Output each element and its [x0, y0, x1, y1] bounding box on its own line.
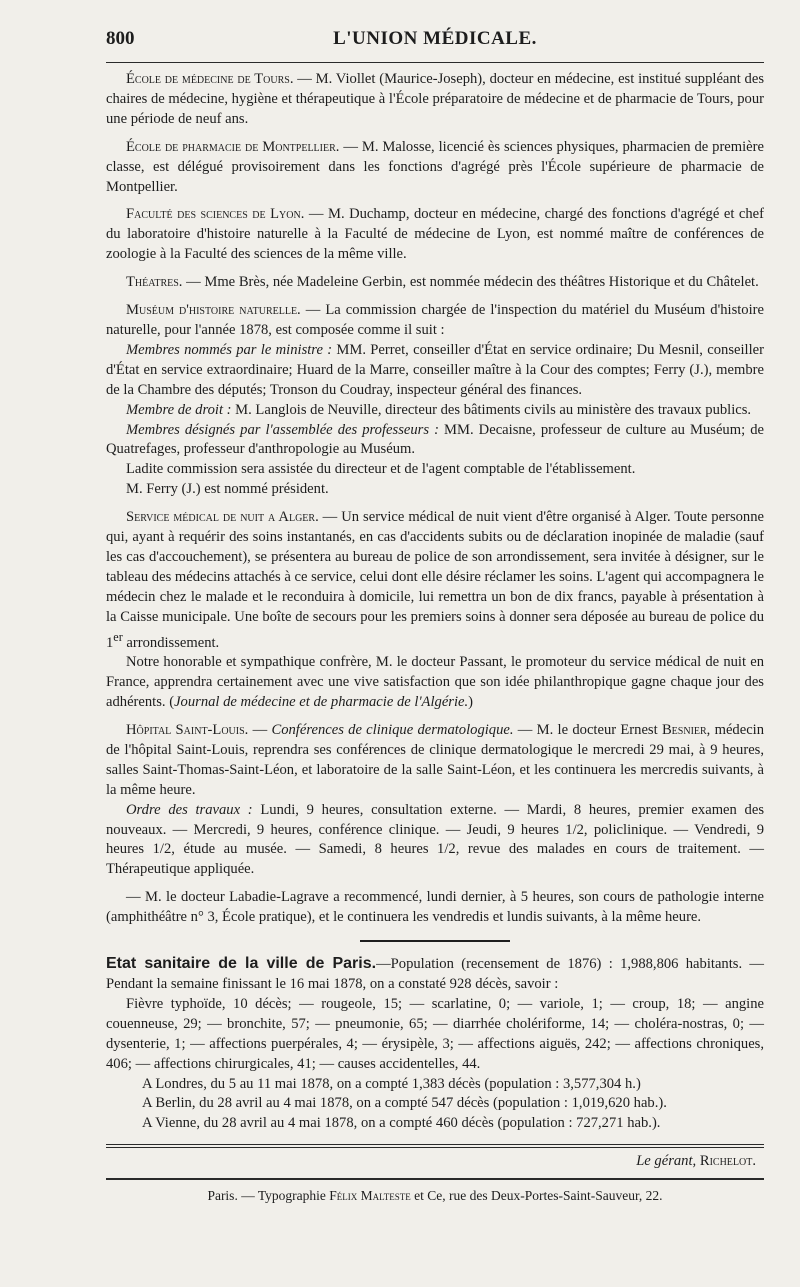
imprint-text: Paris. — Typographie — [207, 1188, 330, 1204]
article-body: — Mme Brès, née Madeleine Gerbin, est nommée médecin des théâtres Historique et du Châtelet. — [182, 274, 759, 291]
museum-closing-1: Ladite commission sera assistée du directeur et de l'agent comptable de l'établissement. — [126, 461, 636, 478]
members-text: MM. Perret, conseiller d'État en service ordinaire; Du Mesnil, conseiller d'État en service extraordinaire; Huard de la Marre, conseiller maître à la Cour des comptes; Ferry (J.), membre de la Chambre des députés; Tronson du Coudray, inspecteur général des finances. — [106, 341, 764, 398]
superscript: er — [113, 629, 123, 644]
hopital-order — [106, 801, 764, 881]
members-text: M. Langlois de Neuville, directeur des bâtiments civils au ministère des travaux publics. — [231, 401, 752, 418]
article-body: — M. Viollet (Maurice-Joseph), docteur en médecine, est institué suppléant des chaires de médecine, hygiène et thérapeutique à l'École préparatoire de médecine et de pharmacie de Tours, pour une période de neuf ans. — [106, 71, 764, 127]
conference-title: Conférences de clinique dermatologique. — [271, 722, 514, 739]
article-heading: École de médecine de Tours. — [126, 71, 294, 87]
header-rule — [106, 62, 764, 63]
footer-rule — [106, 1178, 764, 1180]
imprint-text: et Ce, rue des Deux-Portes-Saint-Sauveur, 22. — [410, 1188, 663, 1204]
article-body: , médecin de l'hôpital Saint-Louis, reprendra ses conférences de clinique dermatologique le mercredi 29 mai, à 9 heures, salles Saint-Thomas-Saint-Léon, et laboratoire de la salle Saint-Léon, et les continuera les mercredis suivants, à la même heure. — [106, 722, 765, 798]
article-heading: Service médical de nuit a Alger. — [126, 509, 319, 526]
members-text: MM. Decaisne, professeur de culture au Muséum; de Quatrefages, professeur d'anthropologie au Muséum. — [106, 421, 764, 458]
doctor-name: Besnier — [661, 722, 707, 739]
gerant-label: Le gérant, — [636, 1153, 697, 1170]
page-header — [106, 24, 764, 54]
page-content — [106, 70, 764, 1206]
article-heading: Hôpital Saint-Louis. — [126, 722, 249, 739]
stat-intro-text: —Population (recensement de 1876) : 1,988,806 habitants. — Pendant la semaine finissant le 16 mai 1878, on a constaté 928 décès, savoir : — [106, 956, 764, 993]
article-body: — M. le docteur Ernest — [513, 722, 662, 739]
article-body: — M. Malosse, licencié ès sciences physiques, pharmacien de première classe, est délégué provisoirement dans les fonctions d'agrégé près l'École supérieure de pharmacie de Montpellier. — [106, 138, 764, 195]
article-pharmacie-montpellier — [106, 138, 764, 198]
article-body: — La commission chargée de l'inspection du matériel du Muséum d'histoire naturelle, pour l'année 1878, est composée comme il suit : — [106, 302, 764, 338]
museum-members-professeurs — [106, 421, 764, 461]
stat-intro — [106, 954, 764, 995]
museum-closing-2: M. Ferry (J.) est nommé président. — [126, 481, 329, 498]
comment-text: Notre honorable et sympathique confrère, M. le docteur Passant, le promoteur du service médical de nuit en France, apprendra certainement avec une vive satisfaction que son idée philanthropique gagne chaque jour des adhérents. ( — [106, 654, 764, 711]
article-heading: Muséum d'histoire naturelle. — [126, 302, 301, 319]
double-rule — [106, 1144, 764, 1148]
members-label: Membre de droit : — [126, 401, 232, 418]
article-theatres — [106, 273, 764, 293]
etat-sanitaire — [106, 954, 764, 1134]
article-museum — [106, 301, 764, 341]
article-body: — Un service médical de nuit vient d'être organisé à Alger. Toute personne qui, ayant à requérir des soins instantanés, en cas d'accidents subits ou de déclaration inopinée de maladie (sauf les cas d'accouchement), se présentera au bureau de police de son arrondissement, sera invitée à désigner, sur le tableau des médecins attachés à ce service, celui dont elle désire réclamer les soins. L'agent qui accompagnera le médecin chez le malade et le reconduira à domicile, lui remettra un bon de dix francs, payable à présentation à la Caisse municipale. Une boîte de secours pour les premiers soins à donner sera déposée au bureau de police du 1 — [106, 509, 764, 651]
article-body: arrondissement. — [122, 634, 220, 651]
page-number: 800 — [106, 28, 135, 49]
stat-title: Etat sanitaire de la ville de Paris. — [106, 955, 377, 973]
gerant-signature — [106, 1152, 764, 1172]
members-label: Membres désignés par l'assemblée des professeurs : — [126, 421, 439, 438]
stat-berlin: A Berlin, du 28 avril au 4 mai 1878, on a compté 547 décès (population : 1,019,620 hab.). — [142, 1095, 667, 1112]
museum-member-droit — [106, 401, 764, 421]
article-service-alger — [106, 508, 764, 653]
order-text: Lundi, 9 heures, consultation externe. — Mardi, 8 heures, premier examen des nouveaux. — Mercredi, 9 heures, conférence clinique. — Jeudi, 9 heures 1/2, policlinique. — Vendredi, 9 heures 1/2, étude au musée. — Samedi, 8 heures 1/2, revue des malades en cours de traitement. — Thérapeutique appliquée. — [106, 801, 764, 878]
imprint — [106, 1186, 764, 1206]
service-alger-comment — [106, 653, 764, 713]
article-heading: Théatres. — [126, 274, 183, 291]
article-faculte-lyon — [106, 205, 764, 265]
printer-name: Félix Malteste — [329, 1188, 411, 1204]
museum-members-ministre — [106, 341, 764, 401]
article-hopital-saint-louis — [106, 721, 764, 801]
comment-end: ) — [468, 694, 474, 711]
journal-title: L'UNION MÉDICALE. — [333, 28, 537, 49]
section-rule — [360, 940, 510, 942]
stat-vienna: A Vienne, du 28 avril au 4 mai 1878, on a compté 460 décès (population : 727,271 hab.). — [142, 1115, 661, 1132]
order-label: Ordre des travaux : — [126, 801, 253, 818]
article-body: — M. Duchamp, docteur en médecine, chargé des fonctions d'agrégé et chef du laboratoire d'histoire naturelle à la Faculté de médecine de Lyon, est nommé maître de conférences de zoologie à la Faculté des sciences de la même ville. — [106, 206, 764, 263]
source-citation: Journal de médecine et de pharmacie de l'Algérie. — [174, 694, 469, 711]
article-ecole-tours — [106, 70, 764, 130]
article-heading: Faculté des sciences de Lyon. — [126, 206, 305, 223]
members-label: Membres nommés par le ministre : — [126, 341, 333, 358]
gerant-name: Richelot. — [696, 1153, 756, 1170]
article-labadie: — M. le docteur Labadie-Lagrave a recommencé, lundi dernier, à 5 heures, son cours de pathologie interne (amphithéâtre n° 3, École pratique), et le continuera les vendredis et lundis suivants, à la même heure. — [106, 889, 764, 926]
dash: — — [248, 722, 272, 739]
article-heading: École de pharmacie de Montpellier. — [126, 138, 340, 155]
stat-london: A Londres, du 5 au 11 mai 1878, on a compté 1,383 décès (population : 3,577,304 h.) — [142, 1075, 641, 1092]
stat-causes: Fièvre typhoïde, 10 décès; — rougeole, 15; — scarlatine, 0; — variole, 1; — croup, 18; — angine couenneuse, 29; — bronchite, 57; — pneumonie, 65; — diarrhée cholériforme, 14; — choléra-nostras, 0; — dysenterie, 1; — affections puerpérales, 4; — érysipèle, 3; — affections aiguës, 242; — affections chroniques, 406; — affections chirurgicales, 41; — causes accidentelles, 44. — [106, 995, 764, 1072]
